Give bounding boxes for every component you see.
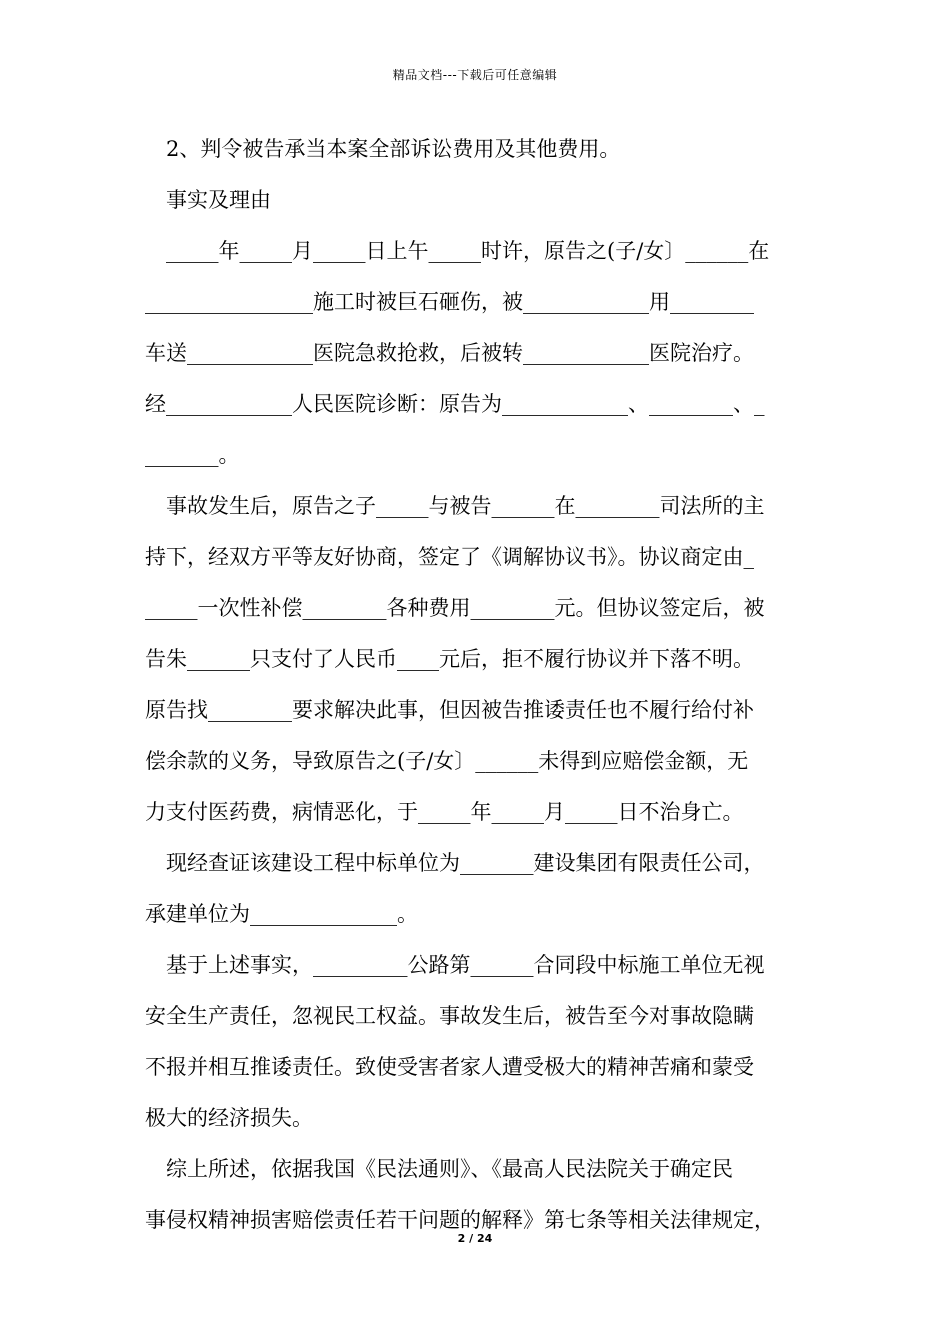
paragraph-line: 不报并相互推诿责任。致使受害者家人遭受极大的精神苦痛和蒙受 — [145, 1055, 754, 1079]
page-number: 2 / 24 — [457, 1232, 493, 1245]
paragraph-line: 告朱______只支付了人民币____元后，拒不履行协议并下落不明。 — [145, 647, 754, 671]
paragraph-line: 力支付医药费，病情恶化，于_____年_____月_____日不治身亡。 — [145, 800, 744, 824]
document-body — [145, 124, 810, 1246]
paragraph-line: ________________施工时被巨石砸伤，被____________用________ — [145, 290, 754, 314]
paragraph-line: 极大的经济损失。 — [145, 1106, 313, 1130]
paragraph-line: 经____________人民医院诊断：原告为____________、________、_ — [145, 392, 765, 416]
page-header: 精品文档---下载后可任意编辑 — [392, 68, 558, 82]
paragraph-line: 安全生产责任，忽视民工权益。事故发生后，被告至今对事故隐瞒 — [145, 1004, 754, 1028]
paragraph-line: 持下，经双方平等友好协商，签定了《调解协议书》。协议商定由_ — [145, 545, 754, 569]
section-heading: 事实及理由 — [166, 188, 271, 212]
paragraph-line: 事故发生后，原告之子_____与被告______在________司法所的主 — [166, 494, 765, 518]
paragraph-line: _______。 — [145, 443, 240, 467]
paragraph-line: 基于上述事实，_________公路第______合同段中标施工单位无视 — [166, 953, 765, 977]
paragraph-line: 车送____________医院急救抢救，后被转____________医院治疗。 — [145, 341, 754, 365]
paragraph-line: 原告找________要求解决此事，但因被告推诿责任也不履行给付补 — [145, 698, 754, 722]
paragraph-line: 承建单位为______________。 — [145, 902, 418, 926]
paragraph-line: 事侵权精神损害赔偿责任若干问题的解释》第七条等相关法律规定， — [145, 1208, 775, 1232]
paragraph-line: _____年_____月_____日上午_____时许，原告之(子/女〕______在 — [166, 239, 770, 263]
paragraph-line: _____一次性补偿________各种费用________元。但协议签定后，被 — [145, 596, 765, 620]
paragraph-line: 偿余款的义务，导致原告之(子/女〕______未得到应赔偿金额，无 — [145, 749, 749, 773]
paragraph-line: 综上所述，依据我国《民法通则》、《最高人民法院关于确定民 — [166, 1157, 733, 1181]
paragraph-line: 2、判令被告承当本案全部诉讼费用及其他费用。 — [166, 137, 621, 161]
paragraph-line: 现经查证该建设工程中标单位为_______建设集团有限责任公司， — [166, 851, 765, 875]
